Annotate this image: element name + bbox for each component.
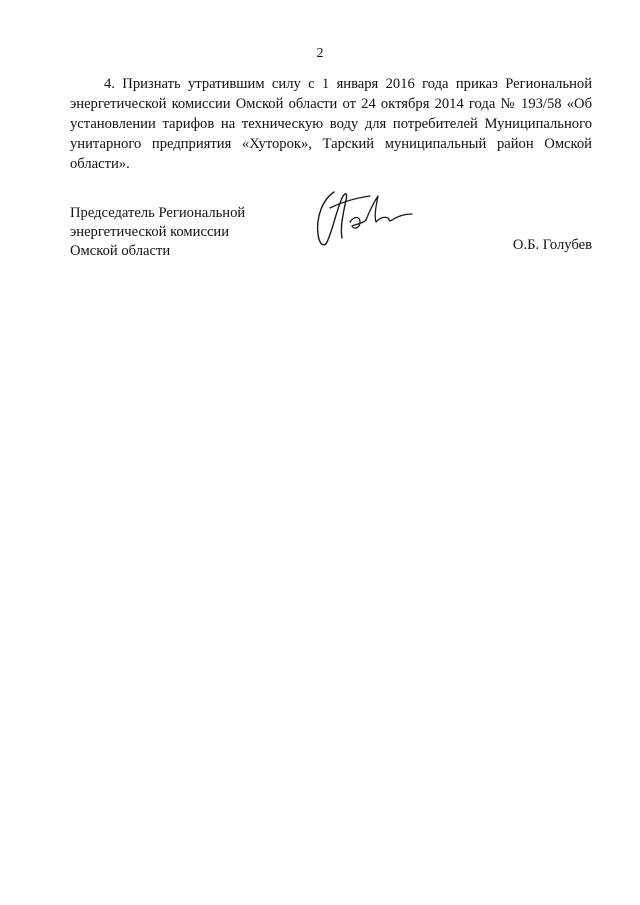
signatory-title-line-1: Председатель Региональной bbox=[70, 205, 246, 221]
handwritten-signature bbox=[312, 188, 416, 252]
signatory-title bbox=[70, 204, 300, 261]
signatory-name: О.Б. Голубев bbox=[512, 237, 592, 253]
signatory-title-line-2: энергетической комиссии bbox=[70, 224, 230, 240]
paragraph-item-4: 4. Признать утратившим силу с 1 января 2016 года приказ Региональной энергетической комиссии Омской области от 24 октября 2014 года № 193/58 «Об установлении тарифов на техническую воду для потребителей Муниципального унитарного предприятия «Хуторок», Тарский муниципальный район Омской области». bbox=[70, 76, 592, 172]
signatory-title-line-3: Омской области bbox=[70, 243, 171, 259]
page-number: 2 bbox=[316, 46, 324, 61]
